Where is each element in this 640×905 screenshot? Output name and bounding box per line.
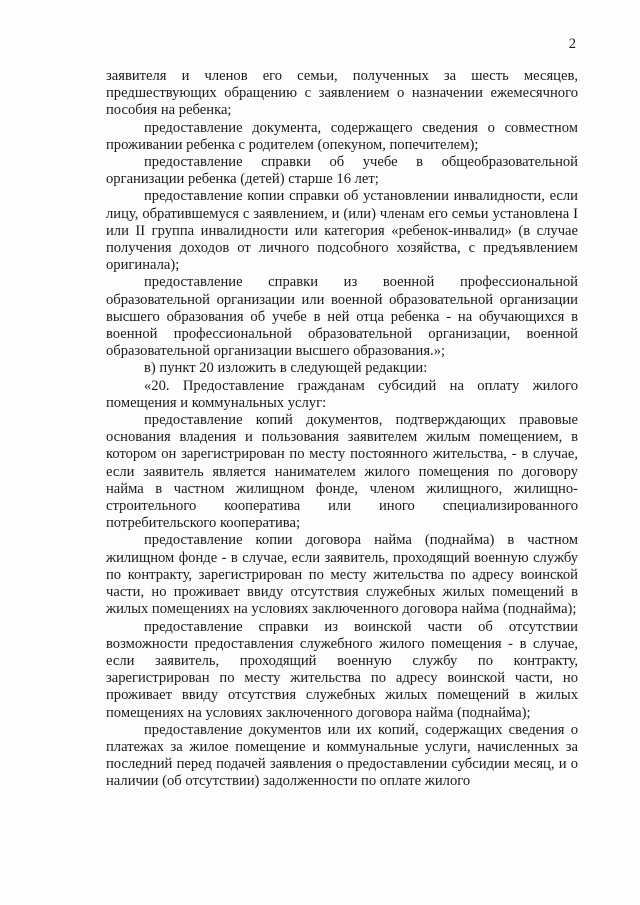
paragraph-ownership-documents: предоставление копий документов, подтверждающих правовые основания владения и пользования заявителем жилым помещением, в котором он зарегистрирован по месту постоянного жительства, - в случае, если заявитель является нанимателем жилого помещения по договору найма в частном жилищном фонде, членом жилищного, жилищно-строительного кооператива или иного специализированного потребительского кооператива; [106,412,578,532]
paragraph-disability-certificate: предоставление копии справки об установлении инвалидности, если лицу, обратившемуся с заявлением, и (или) членам его семьи установлена I или II группа инвалидности или категория «ребенок-инвалид» (в случае получения доходов от личного подсобного хозяйства, с предъявлением оригинала); [106,188,578,274]
paragraph-item-20-heading: «20. Предоставление гражданам субсидий на оплату жилого помещения и коммунальных услуг: [106,377,578,411]
paragraph-cohabitation-document: предоставление документа, содержащего сведения о совместном проживании ребенка с родителем (опекуном, попечителем); [106,119,578,153]
paragraph-military-education-certificate: предоставление справки из военной профессиональной образовательной организации или военной образовательной организации высшего образования об учебе в ней отца ребенка - на обучающихся в военной профессиональной образовательной организации, военной образовательной организации высшего образования.»; [106,274,578,360]
page-number: 2 [568,36,576,52]
paragraph-item-20-intro: в) пункт 20 изложить в следующей редакции: [144,360,428,377]
paragraph-income-info: заявителя и членов его семьи, полученных за шесть месяцев, предшествующих обращению с заявлением о назначении ежемесячного пособия на ребенка; [106,68,578,119]
paragraph-school-certificate: предоставление справки об учебе в общеобразовательной организации ребенка (детей) старше 16 лет; [106,154,578,188]
paragraph-military-unit-certificate: предоставление справки из воинской части об отсутствии возможности предоставления служебного жилого помещения - в случае, если заявитель, проходящий военную службу по контракту, зарегистрирован по месту жительства по адресу воинской части, но проживает ввиду отсутствия служебных жилых помещений в жилых помещениях на условиях заключенного договора найма (поднайма); [106,618,578,721]
document-body [106,68,578,791]
paragraph-rental-contract: предоставление копии договора найма (поднайма) в частном жилищном фонде - в случае, если заявитель, проходящий военную службу по контракту, зарегистрирован по месту жительства по адресу воинской части, но проживает ввиду отсутствия служебных жилых помещений в жилых помещениях на условиях заключенного договора найма (поднайма); [106,532,578,618]
paragraph-payment-documents: предоставление документов или их копий, содержащих сведения о платежах за жилое помещение и коммунальные услуги, начисленных за последний перед подачей заявления о предоставлении субсидии месяц, и о наличии (об отсутствии) задолженности по оплате жилого [106,721,578,790]
